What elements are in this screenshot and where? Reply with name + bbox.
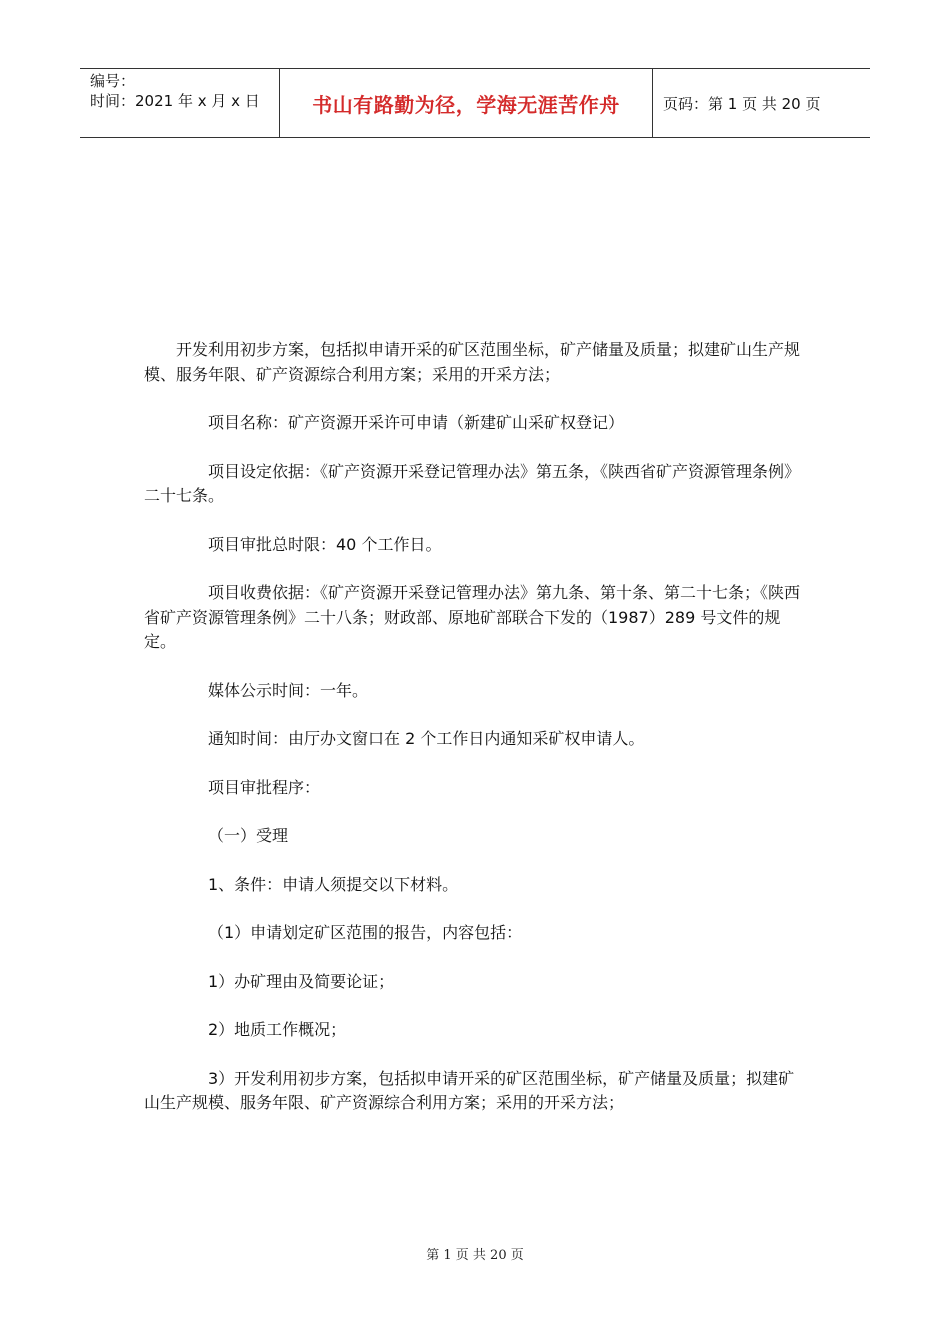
paragraph: 项目设定依据：《矿产资源开采登记管理办法》第五条，《陕西省矿产资源管理条例》二十七条。 bbox=[144, 461, 801, 505]
list-item: 3）开发利用初步方案，包括拟申请开采的矿区范围坐标，矿产储量及质量；拟建矿山生产规模、服务年限、矿产资源综合利用方案；采用的开采方法； bbox=[144, 1068, 795, 1112]
list-item: 2）地质工作概况； bbox=[208, 1020, 347, 1039]
paragraph: 项目审批总时限：40 个工作日。 bbox=[208, 534, 442, 554]
paragraph: 媒体公示时间：一年。 bbox=[208, 680, 369, 700]
paragraph: 1、条件：申请人须提交以下材料。 bbox=[208, 874, 459, 894]
document-body bbox=[144, 338, 808, 1140]
section-heading: （一）受理 bbox=[208, 826, 289, 845]
paragraph: 项目收费依据：《矿产资源开采登记管理办法》第九条、第十条、第二十七条；《陕西省矿产资源管理条例》二十八条；财政部、原地矿部联合下发的（1987）289 号文件的规定。 bbox=[144, 583, 801, 651]
paragraph: 通知时间：由厅办文窗口在 2 个工作日内通知采矿权申请人。 bbox=[208, 729, 645, 748]
header-page-info: 页码：第 1 页 共 20 页 bbox=[663, 94, 821, 113]
paragraph: 项目审批程序： bbox=[208, 777, 321, 797]
list-item: 1）办矿理由及简要论证； bbox=[208, 971, 395, 991]
document-date: 时间：2021 年 x 月 x 日 bbox=[90, 92, 260, 110]
paragraph: 项目名称：矿产资源开采许可申请（新建矿山采矿权登记） bbox=[208, 413, 625, 432]
header-motto: 书山有路勤为径，学海无涯苦作舟 bbox=[280, 69, 653, 137]
list-item: （1）申请划定矿区范围的报告，内容包括： bbox=[208, 923, 523, 942]
page-header bbox=[80, 68, 870, 138]
paragraph: 开发利用初步方案，包括拟申请开采的矿区范围坐标，矿产储量及质量；拟建矿山生产规模、服务年限、矿产资源综合利用方案；采用的开采方法； bbox=[144, 340, 801, 384]
document-number-label: 编号： bbox=[90, 72, 136, 90]
header-meta bbox=[80, 69, 280, 137]
page-footer: 第 1 页 共 20 页 bbox=[426, 1248, 524, 1263]
